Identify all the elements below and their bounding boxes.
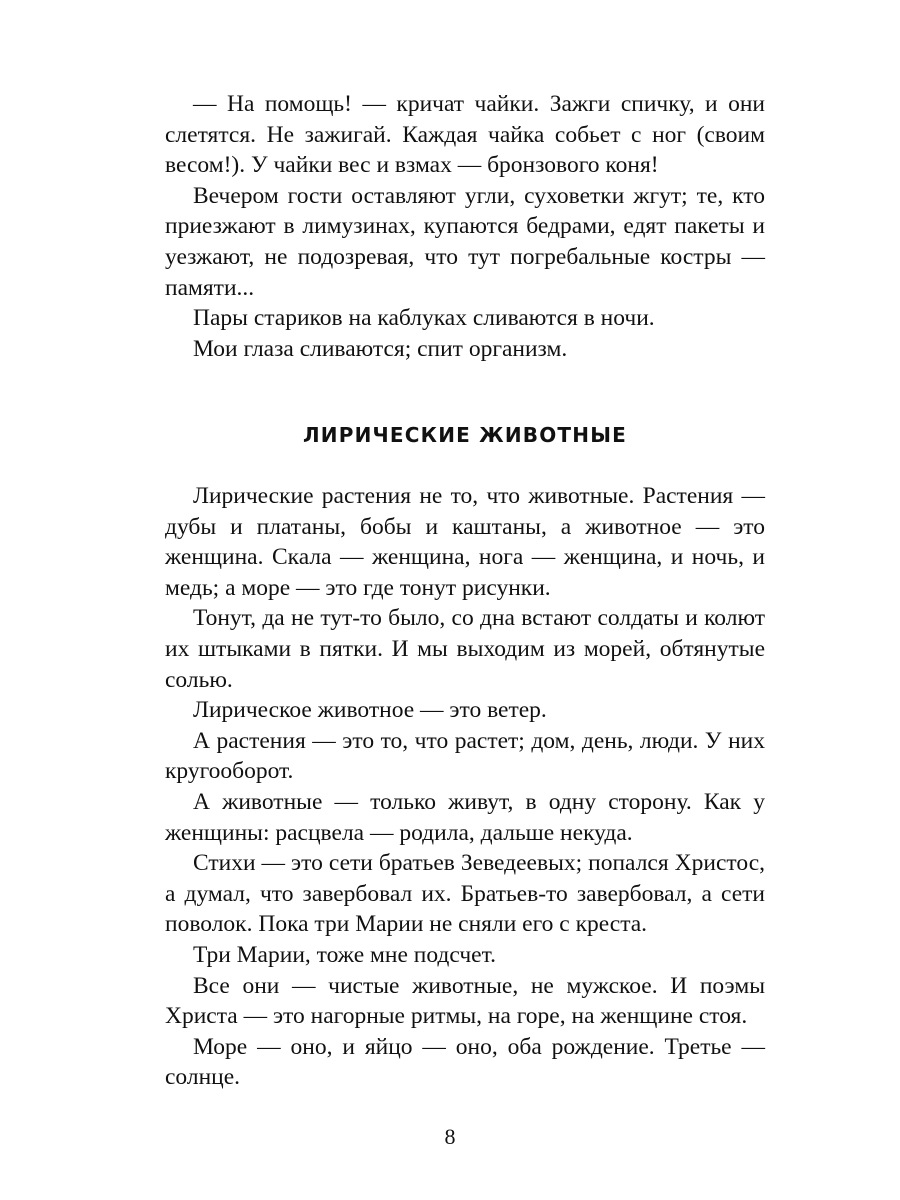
section-title: ЛИРИЧЕСКИЕ ЖИВОТНЫЕ bbox=[303, 423, 627, 447]
page-number: 8 bbox=[444, 1124, 456, 1149]
paragraph: Вечером гости оставляют угли, суховетки жгут; те, кто приезжают в лимузинах, купаются бедрами, едят пакеты и уезжают, не подозревая, что тут погребальные костры — памяти... bbox=[165, 182, 765, 301]
paragraph: Лирические растения не то, что животные. Растения — дубы и платаны, бобы и каштаны, а животное — это женщина. Скала — женщина, нога — женщина, и ночь, и медь; а море — это где тонут рисунки. bbox=[165, 483, 765, 601]
paragraph: Пары стариков на каблуках сливаются в ночи. bbox=[193, 305, 655, 332]
paragraph: А животные — только живут, в одну сторону. Как у женщины: расцвела — родила, дальше некуда. bbox=[165, 788, 765, 846]
intro-text-block bbox=[165, 89, 765, 364]
paragraph: — На помощь! — кричат чайки. Зажги спичку, и они слетятся. Не зажигай. Каждая чайка собьет с ног (своим весом!). У чайки вес и взмах — бронзового коня! bbox=[165, 91, 765, 179]
paragraph: Все они — чистые животные, не мужское. И поэмы Христа — это нагорные ритмы, на горе, на женщине стоя. bbox=[165, 972, 765, 1030]
paragraph: Мои глаза сливаются; спит организм. bbox=[193, 335, 568, 362]
paragraph: Три Марии, тоже мне подсчет. bbox=[193, 941, 496, 968]
paragraph: Тонут, да не тут-то было, со дна встают солдаты и колют их штыками в пятки. И мы выходим из морей, обтянутые солью. bbox=[165, 605, 765, 693]
paragraph: Море — оно, и яйцо — оно, оба рождение. Третье — солнце. bbox=[165, 1033, 765, 1091]
paragraph: Стихи — это сети братьев Зеведеевых; попался Христос, а думал, что завербовал их. Братьев-то завербовал, а сети поволок. Пока три Марии не сняли его с креста. bbox=[165, 850, 765, 938]
paragraph: А растения — это то, что растет; дом, день, люди. У них кругооборот. bbox=[165, 727, 765, 785]
paragraph: Лирическое животное — это ветер. bbox=[193, 697, 547, 724]
section-text-block bbox=[165, 481, 765, 1093]
